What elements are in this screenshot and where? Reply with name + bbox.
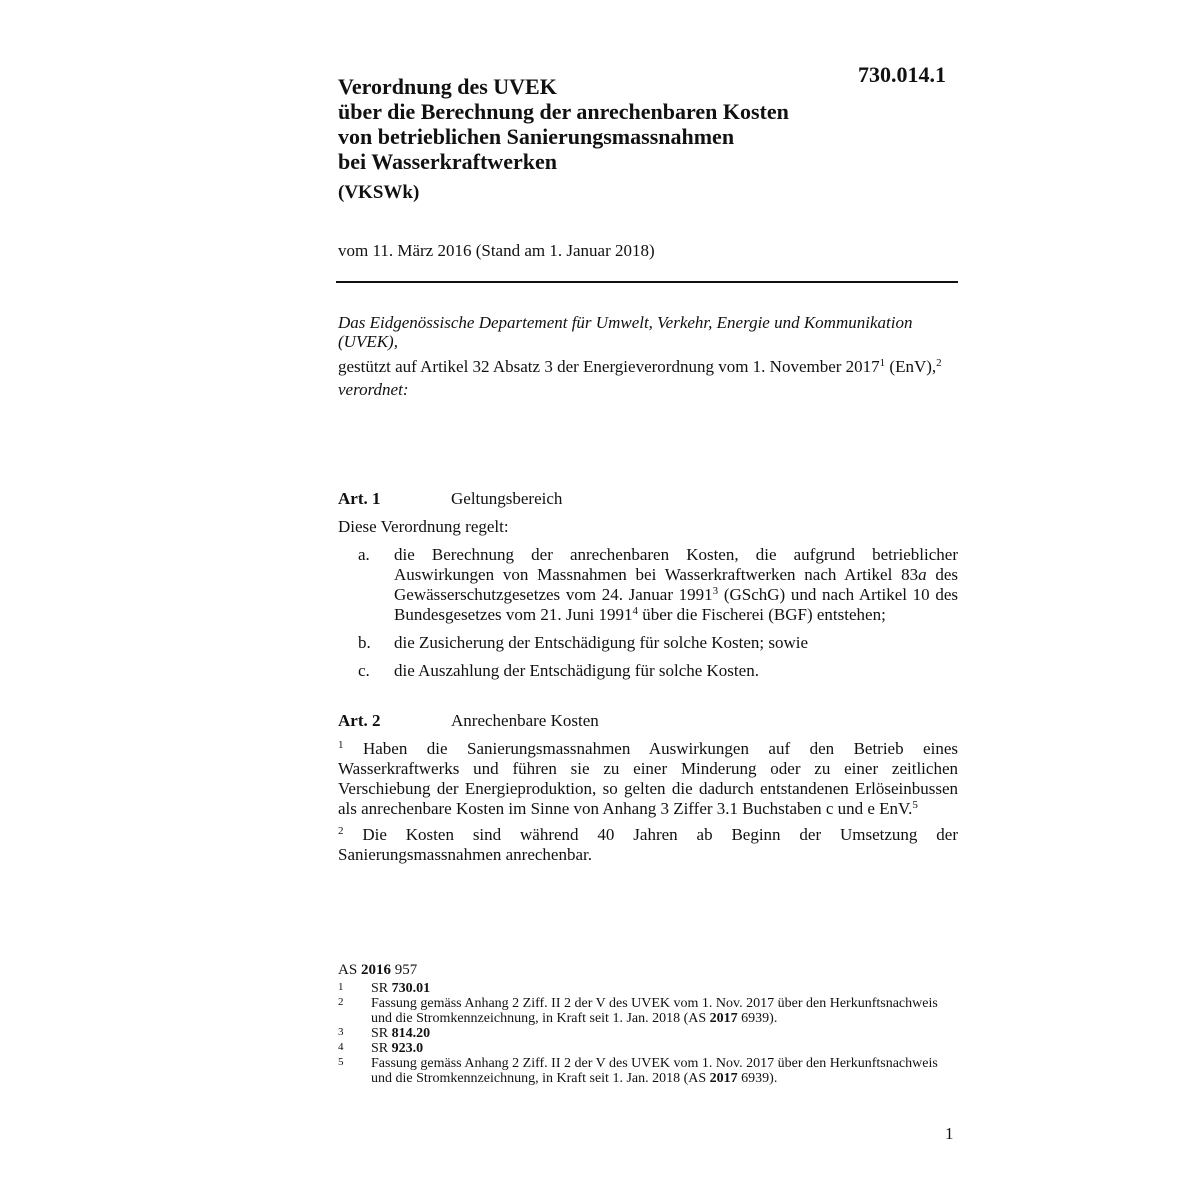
text-segment: 6939). bbox=[737, 1011, 778, 1026]
title-line: Verordnung des UVEK bbox=[338, 74, 557, 99]
as-page: 957 bbox=[390, 962, 418, 978]
footnote-ref[interactable]: 1 bbox=[879, 357, 886, 369]
title-line: bei Wasserkraftwerken bbox=[338, 149, 557, 174]
footnote-number: 2 bbox=[338, 996, 344, 1008]
paragraph-number: 1 bbox=[338, 739, 344, 751]
article-intro: Diese Verordnung regelt: bbox=[338, 517, 509, 536]
article-paragraph bbox=[338, 739, 958, 819]
list-marker: b. bbox=[358, 633, 371, 652]
footnote bbox=[338, 996, 958, 1026]
paragraph-number: 2 bbox=[338, 825, 344, 837]
footnote-text bbox=[371, 1041, 958, 1056]
preamble bbox=[338, 313, 958, 399]
preamble-enacts: verordnet: bbox=[338, 380, 409, 399]
text-bold: 814.20 bbox=[391, 1026, 431, 1041]
title-line: von betrieblichen Sanierungsmassnahmen bbox=[338, 124, 735, 149]
text-italic: a bbox=[918, 565, 927, 584]
article-number: Art. 2 bbox=[338, 711, 381, 730]
footnote-ref[interactable]: 2 bbox=[936, 357, 942, 369]
footnote-number: 5 bbox=[338, 1056, 344, 1068]
footnotes bbox=[338, 962, 958, 1086]
footnote bbox=[338, 1041, 958, 1056]
footnote-text bbox=[371, 981, 958, 996]
text-bold: 2017 bbox=[709, 1011, 738, 1026]
text-segment: SR bbox=[371, 1041, 392, 1056]
text-segment: Fassung gemäss Anhang 2 Ziff. II 2 der V des UVEK vom 1. Nov. 2017 über den Herkunftsnachweis und die Stromkennzeichnung, in Kraft seit 1. Jan. 2018 (AS bbox=[371, 996, 938, 1026]
horizontal-rule bbox=[336, 281, 958, 283]
article-list bbox=[338, 545, 958, 681]
footnote bbox=[338, 1026, 958, 1041]
preamble-authority: Das Eidgenössische Departement für Umwelt, Verkehr, Energie und Kommunikation (UVEK), bbox=[338, 313, 913, 351]
paragraph-text: Haben die Sanierungsmassnahmen Auswirkungen auf den Betrieb eines Wasserkraftwerks und führen sie zu einer Minderung oder zu einer zeitlichen Verschiebung der Energieproduktion, so gelten die dadurch entstandenen Erlöseinbussen als anrechenbare Kosten im Sinne von Anhang 3 Ziffer 3.1 Buchstaben c und e EnV. bbox=[338, 739, 958, 818]
list-item bbox=[338, 633, 958, 653]
footnote-number: 3 bbox=[338, 1026, 344, 1038]
footnote-number: 4 bbox=[338, 1041, 344, 1053]
text-segment: SR bbox=[371, 1026, 392, 1041]
list-marker: a. bbox=[358, 545, 370, 564]
text-segment: Fassung gemäss Anhang 2 Ziff. II 2 der V des UVEK vom 1. Nov. 2017 über den Herkunftsnachweis und die Stromkennzeichnung, in Kraft seit 1. Jan. 2018 (AS bbox=[371, 1056, 938, 1086]
footnote-number: 1 bbox=[338, 981, 344, 993]
article-title: Anrechenbare Kosten bbox=[451, 711, 599, 730]
as-prefix: AS bbox=[338, 962, 361, 978]
text-segment: SR bbox=[371, 981, 392, 996]
article-1 bbox=[338, 489, 958, 689]
footnote-text bbox=[371, 1056, 958, 1086]
list-item-text bbox=[394, 545, 958, 625]
list-marker: c. bbox=[358, 661, 370, 680]
sr-number: 730.014.1 bbox=[858, 62, 946, 87]
basis-text: gestützt auf Artikel 32 Absatz 3 der Energieverordnung vom 1. November 2017 bbox=[338, 357, 880, 376]
article-heading bbox=[338, 489, 958, 509]
list-item bbox=[338, 545, 958, 625]
article-number: Art. 1 bbox=[338, 489, 381, 508]
article-2 bbox=[338, 711, 958, 865]
text-segment: die Berechnung der anrechenbaren Kosten, die aufgrund betrieblicher Auswirkungen von Massnahmen bei Wasserkraftwerken nach Artikel 83 bbox=[394, 545, 958, 584]
text-segment: (GSchG) und nach Artikel 10 des Bundesgesetzes vom 21. Juni 1991 bbox=[394, 585, 958, 624]
text-bold: 2017 bbox=[709, 1071, 738, 1086]
text-segment: des Gewässerschutzgesetzes vom 24. Januar 1991 bbox=[394, 565, 958, 604]
footnote-text bbox=[371, 1026, 958, 1041]
list-item-text: die Auszahlung der Entschädigung für solche Kosten. bbox=[394, 661, 759, 680]
title-line: über die Berechnung der anrechenbaren Kosten bbox=[338, 99, 789, 124]
page-number: 1 bbox=[945, 1124, 954, 1143]
article-heading bbox=[338, 711, 958, 731]
footnote-ref[interactable]: 5 bbox=[912, 799, 918, 811]
text-segment: über die Fischerei (BGF) entstehen; bbox=[637, 605, 886, 624]
text-bold: 923.0 bbox=[391, 1041, 424, 1056]
article-paragraph bbox=[338, 825, 958, 865]
title-abbreviation: (VKSWk) bbox=[338, 182, 420, 203]
preamble-basis bbox=[338, 357, 958, 376]
footnote bbox=[338, 1056, 958, 1086]
text-bold: 730.01 bbox=[391, 981, 431, 996]
footnote-ref[interactable]: 3 bbox=[712, 585, 719, 597]
as-year: 2016 bbox=[360, 962, 391, 978]
article-title: Geltungsbereich bbox=[451, 489, 563, 508]
footnote bbox=[338, 981, 958, 996]
as-reference bbox=[338, 962, 958, 979]
footnote-text bbox=[371, 996, 958, 1026]
text-segment: 6939). bbox=[737, 1071, 778, 1086]
list-item-text: die Zusicherung der Entschädigung für solche Kosten; sowie bbox=[394, 633, 809, 652]
title-block bbox=[338, 74, 898, 204]
date-line: vom 11. März 2016 (Stand am 1. Januar 2018) bbox=[338, 241, 655, 260]
basis-tail: (EnV), bbox=[885, 357, 937, 376]
footnote-ref[interactable]: 4 bbox=[632, 605, 638, 617]
document-title bbox=[338, 74, 898, 174]
paragraph-text: Die Kosten sind während 40 Jahren ab Beginn der Umsetzung der Sanierungsmassnahmen anrechenbar. bbox=[338, 825, 958, 864]
list-item bbox=[338, 661, 958, 681]
